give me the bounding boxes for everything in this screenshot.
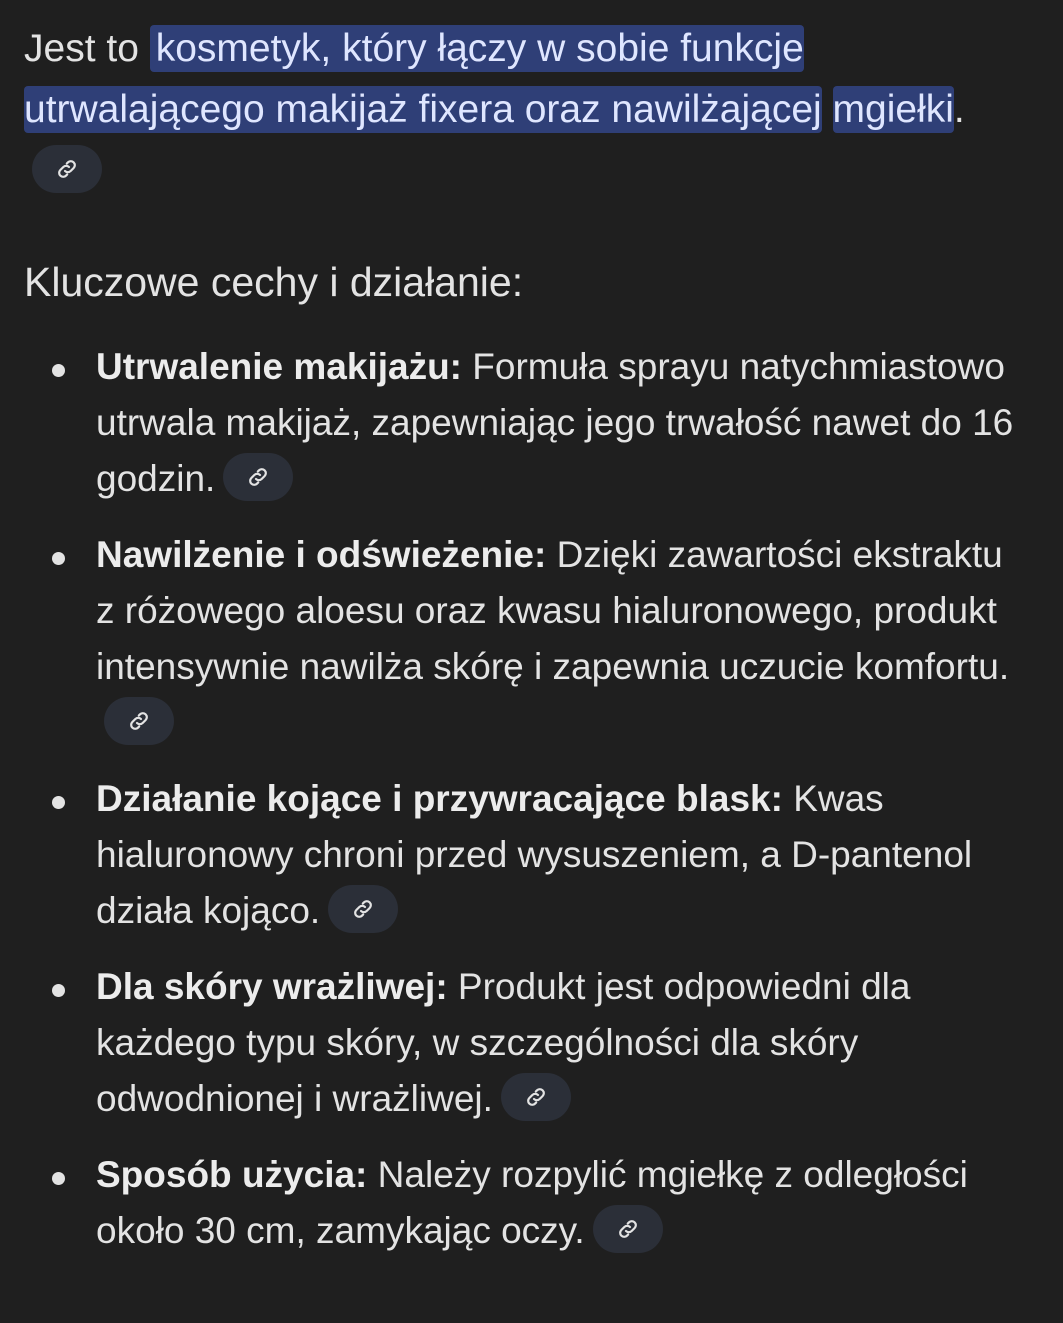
highlighted-text[interactable]: kosmetyk, który łączy w sobie funkcje [150, 25, 804, 72]
intro-prefix: Jest to [24, 27, 150, 70]
feature-text: Kwas hialuronowy chroni przed wysuszeniem, a D-pantenol działa kojąco. [96, 778, 973, 931]
feature-text: Formuła sprayu natychmiastowo utrwala makijaż, zapewniając jego trwałość nawet do 16 godzin. [96, 346, 1014, 499]
list-item [0, 1147, 1063, 1259]
list-item [0, 527, 1063, 751]
feature-title: Nawilżenie i odświeżenie: [96, 534, 547, 575]
list-item [0, 339, 1063, 507]
source-link-button[interactable] [223, 453, 293, 501]
bullet-icon [52, 1172, 65, 1185]
feature-text: Produkt jest odpowiedni dla każdego typu skóry, w szczególności dla skóry odwodnionej i wrażliwej. [96, 966, 911, 1119]
source-link-button[interactable] [32, 145, 102, 193]
feature-text: Należy rozpylić mgiełkę z odległości około 30 cm, zamykając oczy. [96, 1154, 968, 1251]
highlighted-text[interactable]: utrwalającego makijaż fixera oraz nawilżającej [24, 88, 822, 131]
feature-title: Dla skóry wrażliwej: [96, 966, 448, 1007]
feature-list [0, 339, 1063, 1279]
feature-title: Utrwalenie makijażu: [96, 346, 463, 387]
list-item [0, 771, 1063, 939]
link-icon [524, 1085, 548, 1109]
link-icon [351, 897, 375, 921]
link-icon [127, 709, 151, 733]
source-link-button[interactable] [501, 1073, 571, 1121]
feature-title: Działanie kojące i przywracające blask: [96, 778, 783, 819]
link-icon [246, 465, 270, 489]
bullet-icon [52, 552, 65, 565]
list-item [0, 959, 1063, 1127]
link-icon [55, 157, 79, 181]
source-link-button[interactable] [593, 1205, 663, 1253]
link-icon [616, 1217, 640, 1241]
bullet-icon [52, 364, 65, 377]
highlighted-text[interactable]: mgiełki [832, 88, 954, 131]
feature-text: Dzięki zawartości ekstraktu z różowego aloesu oraz kwasu hialuronowego, produkt intensywnie nawilża skórę i zapewnia uczucie komfortu. [96, 534, 1010, 687]
bullet-icon [52, 984, 65, 997]
intro-suffix: . [953, 88, 965, 131]
section-heading: Kluczowe cechy i działanie: [24, 259, 524, 305]
feature-title: Sposób użycia: [96, 1154, 368, 1195]
source-link-button[interactable] [104, 697, 174, 745]
intro-paragraph [24, 18, 1024, 201]
bullet-icon [52, 796, 65, 809]
source-link-button[interactable] [328, 885, 398, 933]
